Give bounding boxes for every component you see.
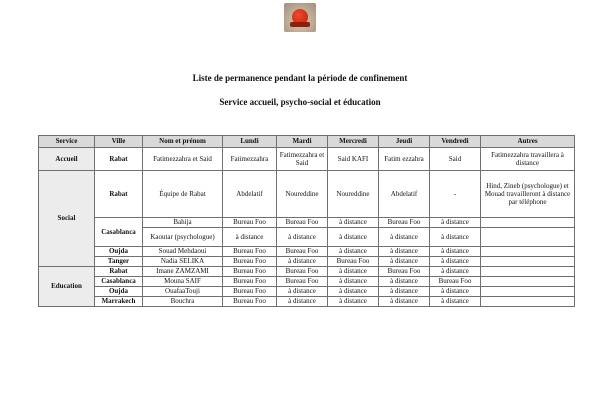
lundi-cell: à distance	[223, 228, 277, 247]
jeudi-cell: à distance	[379, 257, 430, 267]
table-row	[39, 218, 575, 228]
autres-cell	[481, 257, 575, 267]
jeudi-cell: à distance	[379, 228, 430, 247]
vendredi-cell: Said	[430, 148, 481, 171]
header-mardi: Mardi	[277, 136, 328, 148]
mardi-cell: Bureau Foo	[277, 277, 328, 287]
lundi-cell: Bureau Foo	[223, 247, 277, 257]
permanence-table	[38, 135, 575, 307]
document-subtitle: Service accueil, psycho-social et éducation	[219, 97, 381, 107]
jeudi-cell: Bureau Foo	[379, 267, 430, 277]
vendredi-cell: à distance	[430, 228, 481, 247]
lundi-cell: Bureau Foo	[223, 277, 277, 287]
logo-image	[284, 3, 316, 32]
ville-cell: Casablanca	[95, 277, 143, 287]
table-row	[39, 277, 575, 287]
nom-cell: Équipe de Rabat	[143, 171, 223, 218]
table-row	[39, 171, 575, 218]
table-row	[39, 247, 575, 257]
jeudi-cell: Abdelatif	[379, 171, 430, 218]
table-row	[39, 267, 575, 277]
autres-cell	[481, 267, 575, 277]
nom-cell: Bahija	[143, 218, 223, 228]
vendredi-cell: à distance	[430, 267, 481, 277]
vendredi-cell: à distance	[430, 297, 481, 307]
nom-cell: Fatimezzahra et Said	[143, 148, 223, 171]
lundi-cell: Bureau Foo	[223, 218, 277, 228]
jeudi-cell: Fatim ezzahra	[379, 148, 430, 171]
header-nom: Nom et prénom	[143, 136, 223, 148]
header-jeudi: Jeudi	[379, 136, 430, 148]
nom-cell: Bouchra	[143, 297, 223, 307]
mercredi-cell: à distance	[328, 218, 379, 228]
autres-cell	[481, 218, 575, 228]
autres-cell: Hind, Zineb (psychologue) et Mouad travailleront à distance par téléphone	[481, 171, 575, 218]
mardi-cell: à distance	[277, 297, 328, 307]
vendredi-cell: à distance	[430, 247, 481, 257]
ville-cell: Marrakech	[95, 297, 143, 307]
nom-cell: Souad Mehdaoui	[143, 247, 223, 257]
jeudi-cell: Bureau Foo	[379, 218, 430, 228]
ville-cell: Rabat	[95, 171, 143, 218]
service-cell: Education	[39, 267, 95, 307]
ville-cell: Oujda	[95, 287, 143, 297]
ville-cell: Casablanca	[95, 218, 143, 247]
mardi-cell: Fatimezzahra et Said	[277, 148, 328, 171]
ville-cell: Rabat	[95, 148, 143, 171]
lundi-cell: Fatimezzahra	[223, 148, 277, 171]
header-service: Service	[39, 136, 95, 148]
logo-base	[290, 22, 310, 27]
jeudi-cell: à distance	[379, 297, 430, 307]
mercredi-cell: à distance	[328, 277, 379, 287]
service-cell: Social	[39, 171, 95, 267]
autres-cell: Fatimezzahra travaillera à distance	[481, 148, 575, 171]
jeudi-cell: à distance	[379, 277, 430, 287]
vendredi-cell: -	[430, 171, 481, 218]
lundi-cell: Bureau Foo	[223, 267, 277, 277]
ville-cell: Tanger	[95, 257, 143, 267]
table-row	[39, 297, 575, 307]
mardi-cell: Bureau Foo	[277, 247, 328, 257]
vendredi-cell: à distance	[430, 287, 481, 297]
header-autres: Autres	[481, 136, 575, 148]
mercredi-cell: à distance	[328, 297, 379, 307]
jeudi-cell: à distance	[379, 247, 430, 257]
vendredi-cell: Bureau Foo	[430, 277, 481, 287]
table-row	[39, 257, 575, 267]
mardi-cell: à distance	[277, 287, 328, 297]
lundi-cell: Bureau Foo	[223, 287, 277, 297]
vendredi-cell: à distance	[430, 218, 481, 228]
mercredi-cell: à distance	[328, 247, 379, 257]
mercredi-cell: Noureddine	[328, 171, 379, 218]
document-title: Liste de permanence pendant la période de confinement	[192, 73, 408, 83]
nom-cell: OuafaaTouji	[143, 287, 223, 297]
header-ville: Ville	[95, 136, 143, 148]
ville-cell: Oujda	[95, 247, 143, 257]
jeudi-cell: à distance	[379, 287, 430, 297]
autres-cell	[481, 287, 575, 297]
mercredi-cell: Said KAFI	[328, 148, 379, 171]
table-header-row	[39, 136, 575, 148]
mardi-cell: à distance	[277, 228, 328, 247]
mardi-cell: à distance	[277, 257, 328, 267]
mercredi-cell: Bureau Foo	[328, 257, 379, 267]
vendredi-cell: à distance	[430, 257, 481, 267]
header-mercredi: Mercredi	[328, 136, 379, 148]
mercredi-cell: à distance	[328, 287, 379, 297]
service-cell: Accueil	[39, 148, 95, 171]
table-row	[39, 148, 575, 171]
header-vendredi: Vendredi	[430, 136, 481, 148]
ville-cell: Rabat	[95, 267, 143, 277]
mardi-cell: Bureau Foo	[277, 267, 328, 277]
table-row	[39, 287, 575, 297]
autres-cell	[481, 277, 575, 287]
autres-cell	[481, 228, 575, 247]
lundi-cell: Bureau Foo	[223, 297, 277, 307]
lundi-cell: Bureau Foo	[223, 257, 277, 267]
lundi-cell: Abdelatif	[223, 171, 277, 218]
nom-cell: Mouna SAIF	[143, 277, 223, 287]
nom-cell: Nadia SELIKA	[143, 257, 223, 267]
mardi-cell: Noureddine	[277, 171, 328, 218]
autres-cell	[481, 247, 575, 257]
nom-cell: Imane ZAMZAMI	[143, 267, 223, 277]
header-lundi: Lundi	[223, 136, 277, 148]
mercredi-cell: à distance	[328, 267, 379, 277]
autres-cell	[481, 297, 575, 307]
mercredi-cell: à distance	[328, 228, 379, 247]
nom-cell: Kaoutar (psychologue)	[143, 228, 223, 247]
mardi-cell: Bureau Foo	[277, 218, 328, 228]
